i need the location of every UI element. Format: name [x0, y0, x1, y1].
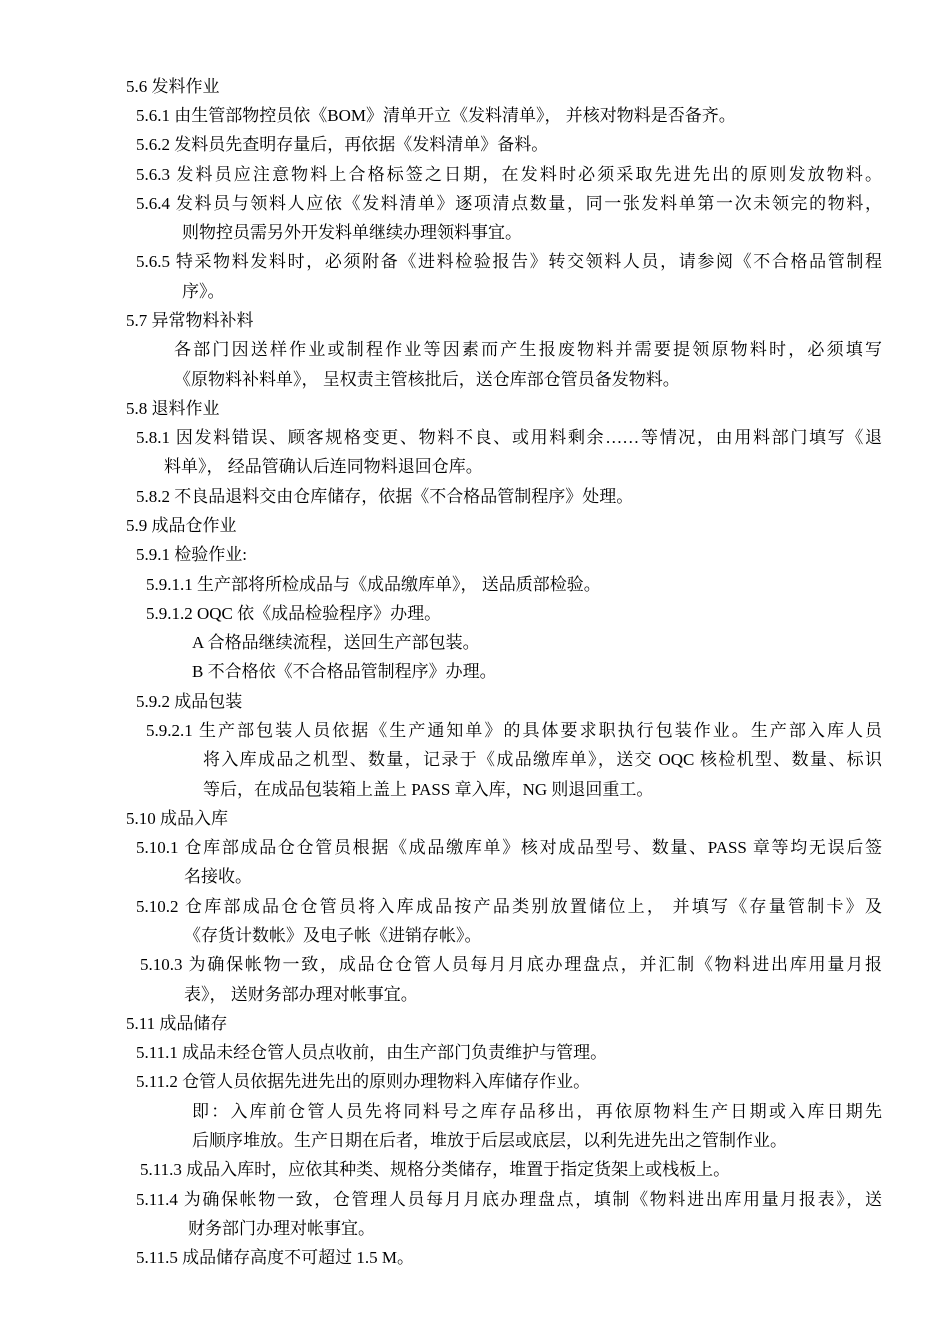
- paragraph-5-6-5: 5.6.5 特采物料发料时，必须附备《进料检验报告》转交领料人员，请参阅《不合格品管制程: [136, 252, 882, 271]
- paragraph-5-9-1-1: 5.9.1.1 生产部将所检成品与《成品缴库单》， 送品质部检验。: [146, 575, 601, 594]
- paragraph-5-6-5-cont: 序》。: [182, 282, 225, 301]
- paragraph-5-8-2: 5.8.2 不良品退料交由仓库储存，依据《不合格品管制程序》处理。: [136, 487, 634, 506]
- paragraph-5-11-1: 5.11.1 成品未经仓管人员点收前，由生产部门负责维护与管理。: [136, 1043, 608, 1062]
- paragraph-5-7-cont: 《原物料补料单》， 呈权责主管核批后，送仓库部仓管员备发物料。: [174, 370, 680, 389]
- paragraph-5-11-2-note: 即：入库前仓管人员先将同料号之库存品移出，再依原物料生产日期或入库日期先: [192, 1102, 882, 1121]
- paragraph-5-10-3-cont: 表》， 送财务部办理对帐事宜。: [184, 985, 418, 1004]
- paragraph-5-6-2: 5.6.2 发料员先查明存量后，再依据《发料清单》备料。: [136, 135, 549, 154]
- section-heading-5-7: 5.7 异常物料补料: [126, 311, 254, 330]
- section-heading-5-6: 5.6 发料作业: [126, 77, 220, 96]
- paragraph-5-11-4-cont: 财务部门办理对帐事宜。: [188, 1219, 375, 1238]
- paragraph-5-10-3: 5.10.3 为确保帐物一致，成品仓仓管人员每月月底办理盘点，并汇制《物料进出库用量月报: [140, 955, 882, 974]
- paragraph-5-10-2-cont: 《存货计数帐》及电子帐《进销存帐》。: [184, 926, 482, 945]
- paragraph-5-6-1: 5.6.1 由生管部物控员依《BOM》清单开立《发料清单》， 并核对物料是否备齐。: [136, 106, 736, 125]
- paragraph-5-6-4: 5.6.4 发料员与领料人应依《发料清单》逐项清点数量，同一张发料单第一次未领完的物料，: [136, 194, 882, 213]
- paragraph-5-9-2-1-cont1: 将入库成品之机型、数量，记录于《成品缴库单》，送交 OQC 核检机型、数量、标识: [203, 750, 882, 769]
- paragraph-5-8-1-cont: 料单》， 经品管确认后连同物料退回仓库。: [164, 457, 483, 476]
- section-heading-5-8: 5.8 退料作业: [126, 399, 220, 418]
- section-heading-5-10: 5.10 成品入库: [126, 809, 228, 828]
- paragraph-5-8-1: 5.8.1 因发料错误、顾客规格变更、物料不良、或用料剩余……等情况，由用料部门填写《退: [136, 428, 882, 447]
- section-heading-5-11: 5.11 成品储存: [126, 1014, 228, 1033]
- paragraph-5-11-2-note-cont: 后顺序堆放。生产日期在后者，堆放于后层或底层，以利先进先出之管制作业。: [192, 1131, 787, 1150]
- paragraph-5-9-2-1: 5.9.2.1 生产部包装人员依据《生产通知单》的具体要求职执行包装作业。生产部入库人员: [146, 721, 882, 740]
- paragraph-5-10-1: 5.10.1 仓库部成品仓仓管员根据《成品缴库单》核对成品型号、数量、PASS 章等均无误后签: [136, 838, 882, 857]
- paragraph-5-11-4: 5.11.4 为确保帐物一致，仓管理人员每月月底办理盘点，填制《物料进出库用量月报表》，送: [136, 1190, 882, 1209]
- list-item-a: A 合格品继续流程，送回生产部包装。: [192, 633, 480, 652]
- paragraph-5-11-2: 5.11.2 仓管人员依据先进先出的原则办理物料入库储存作业。: [136, 1072, 591, 1091]
- paragraph-5-11-5: 5.11.5 成品储存高度不可超过 1.5 M。: [136, 1248, 414, 1267]
- paragraph-5-7: 各部门因送样作业或制程作业等因素而产生报废物料并需要提领原物料时，必须填写: [174, 340, 882, 359]
- list-item-b: B 不合格依《不合格品管制程序》办理。: [192, 662, 497, 681]
- section-heading-5-9: 5.9 成品仓作业: [126, 516, 237, 535]
- paragraph-5-11-3: 5.11.3 成品入库时，应依其种类、规格分类储存，堆置于指定货架上或栈板上。: [140, 1160, 731, 1179]
- paragraph-5-10-2: 5.10.2 仓库部成品仓仓管员将入库成品按产品类别放置储位上， 并填写《存量管制卡》及: [136, 897, 882, 916]
- paragraph-5-10-1-cont: 名接收。: [184, 867, 252, 886]
- subsection-heading-5-9-1: 5.9.1 检验作业:: [136, 545, 247, 564]
- paragraph-5-9-2-1-cont2: 等后，在成品包装箱上盖上 PASS 章入库，NG 则退回重工。: [203, 780, 654, 799]
- paragraph-5-6-4-cont: 则物控员需另外开发料单继续办理领料事宜。: [182, 223, 522, 242]
- paragraph-5-9-1-2: 5.9.1.2 OQC 依《成品检验程序》办理。: [146, 604, 442, 623]
- subsection-heading-5-9-2: 5.9.2 成品包装: [136, 692, 243, 711]
- paragraph-5-6-3: 5.6.3 发料员应注意物料上合格标签之日期，在发料时必须采取先进先出的原则发放物料。: [136, 165, 882, 184]
